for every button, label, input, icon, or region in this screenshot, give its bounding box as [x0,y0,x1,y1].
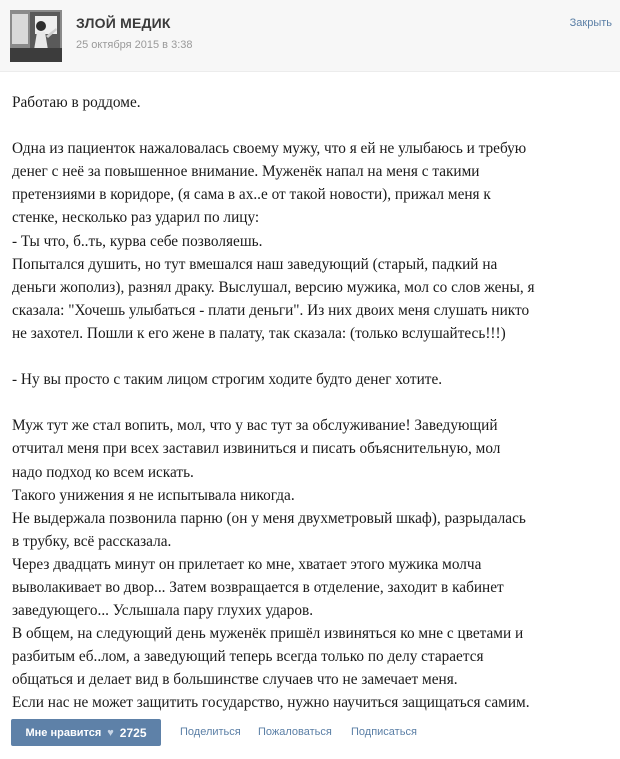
text-line: отчитал меня при всех заставил извиниться и писать объяснительную, мол [12,440,501,458]
text-line: заведующего... Услышала пару глухих ударов. [12,602,314,620]
text-line: Через двадцать минут он прилетает ко мне, хватает этого мужика молча [12,555,482,573]
text-line: выволакивает во двор... Затем возвращается в отделение, заходит в кабинет [12,578,504,596]
post-header [0,0,620,72]
text-line: не захотел. Пошли к его жене в палату, так сказала: (только вслушайтесь!!!) [12,324,506,342]
text-line: сказала: "Хочешь улыбаться - плати деньги". Из них двоих меня слушать никто [12,301,530,319]
heart-icon: ♥ [107,726,114,739]
close-button[interactable]: Закрыть [569,17,612,29]
text-line: общаться и делает вид в большинстве случаев что не замечает меня. [12,671,458,689]
text-line: Работаю в роддоме. [12,94,141,111]
text-line: надо подход ко всем искать. [12,463,194,481]
avatar[interactable] [10,10,62,62]
text-line: денег с неё за повышенное внимание. Муженёк напал на меня с такими [12,163,480,181]
text-line: В общем, на следующий день муженёк пришёл извиняться ко мне с цветами и [12,625,524,643]
post-actions [0,714,620,759]
text-line: стенке, несколько раз ударил по лицу: [12,209,260,227]
text-line: Не выдержала позвонила парню (он у меня двухметровый шкаф), разрыдалась [12,509,526,527]
text-line: претензиями в коридоре, (я сама в ах..е от такой новости), прижал меня к [12,186,491,204]
text-line: Муж тут же стал вопить, мол, что у вас тут за обслуживание! Заведующий [12,417,498,435]
post-text [12,91,616,715]
post-date[interactable]: 25 октября 2015 в 3:38 [76,39,193,51]
subscribe-link[interactable]: Подписаться [351,726,417,738]
text-line: разбитым еб..лом, а заведующий теперь всегда только по делу старается [12,648,484,666]
text-line: деньги жополиз), разнял драку. Выслушал, версию мужика, мол со слов жены, я [12,278,535,296]
text-line: - Ты что, б..ть, курва себе позволяешь. [12,232,263,250]
share-link[interactable]: Поделиться [180,726,241,738]
text-line: в трубку, всё рассказала. [12,532,172,550]
paragraph-break [12,345,616,368]
like-count: 2725 [119,725,147,740]
text-line: Попытался душить, но тут вмешался наш заведующий (старый, падкий на [12,255,498,273]
like-button[interactable] [11,719,161,746]
like-label: Мне нравится [25,726,102,739]
report-link[interactable]: Пожаловаться [258,726,332,738]
text-line: Такого унижения я не испытывала никогда. [12,486,295,504]
paragraph-break [12,114,616,137]
text-line: - Ну вы просто с таким лицом строгим ходите будто денег хотите. [12,371,443,389]
text-line: Одна из пациенток нажаловалась своему мужу, что я ей не улыбаюсь и требую [12,140,527,158]
text-line: Если нас не может защитить государство, нужно научиться защищаться самим. [12,694,530,712]
paragraph-break [12,391,616,414]
avatar-image [10,10,62,62]
author-name[interactable]: ЗЛОЙ МЕДИК [76,15,171,31]
